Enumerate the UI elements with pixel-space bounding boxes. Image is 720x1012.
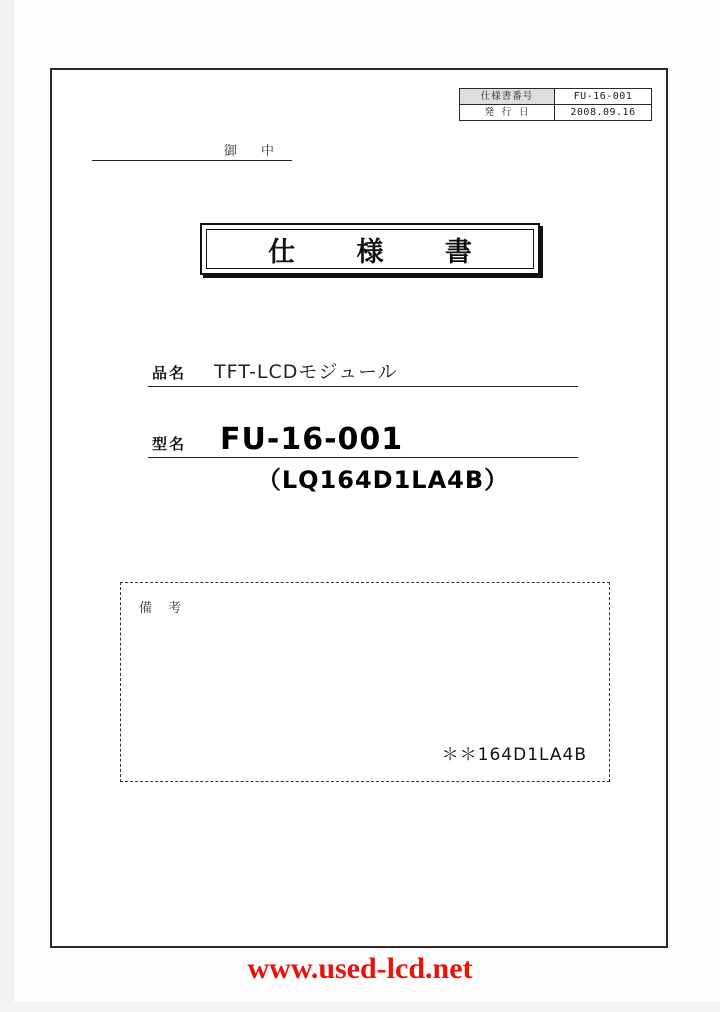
title-box-inner (206, 229, 534, 269)
spec-number-label: 仕様書番号 (460, 89, 555, 105)
spec-number-value: FU-16-001 (555, 89, 652, 105)
scan-edge-left (0, 0, 14, 1012)
remarks-box (120, 582, 610, 782)
header-info-table (459, 88, 652, 121)
addressee-line (92, 138, 292, 161)
issue-date-label: 発 行 日 (460, 105, 555, 121)
footer-website-url: www.used-lcd.net (247, 952, 473, 985)
document-frame (50, 68, 668, 948)
page-title: 仕 様 書 (268, 236, 498, 268)
addressee-honorific: 御 中 (223, 144, 284, 159)
product-name-label: 品名 (148, 362, 190, 387)
model-name-value: FU-16-001 (190, 422, 578, 458)
product-name-row (148, 357, 578, 387)
model-name-label: 型名 (148, 433, 190, 458)
model-name-row (148, 422, 578, 458)
table-row (460, 89, 652, 105)
remarks-note: ＊＊164D1LA4B (441, 745, 587, 765)
table-row (460, 105, 652, 121)
title-box (200, 223, 540, 275)
issue-date-value: 2008.09.16 (555, 105, 652, 121)
scan-edge-bottom (0, 1002, 720, 1012)
product-name-value: TFT-LCDモジュール (190, 357, 578, 387)
model-name-subvalue: （LQ164D1LA4B） (256, 466, 510, 494)
remarks-label: 備 考 (139, 601, 188, 616)
